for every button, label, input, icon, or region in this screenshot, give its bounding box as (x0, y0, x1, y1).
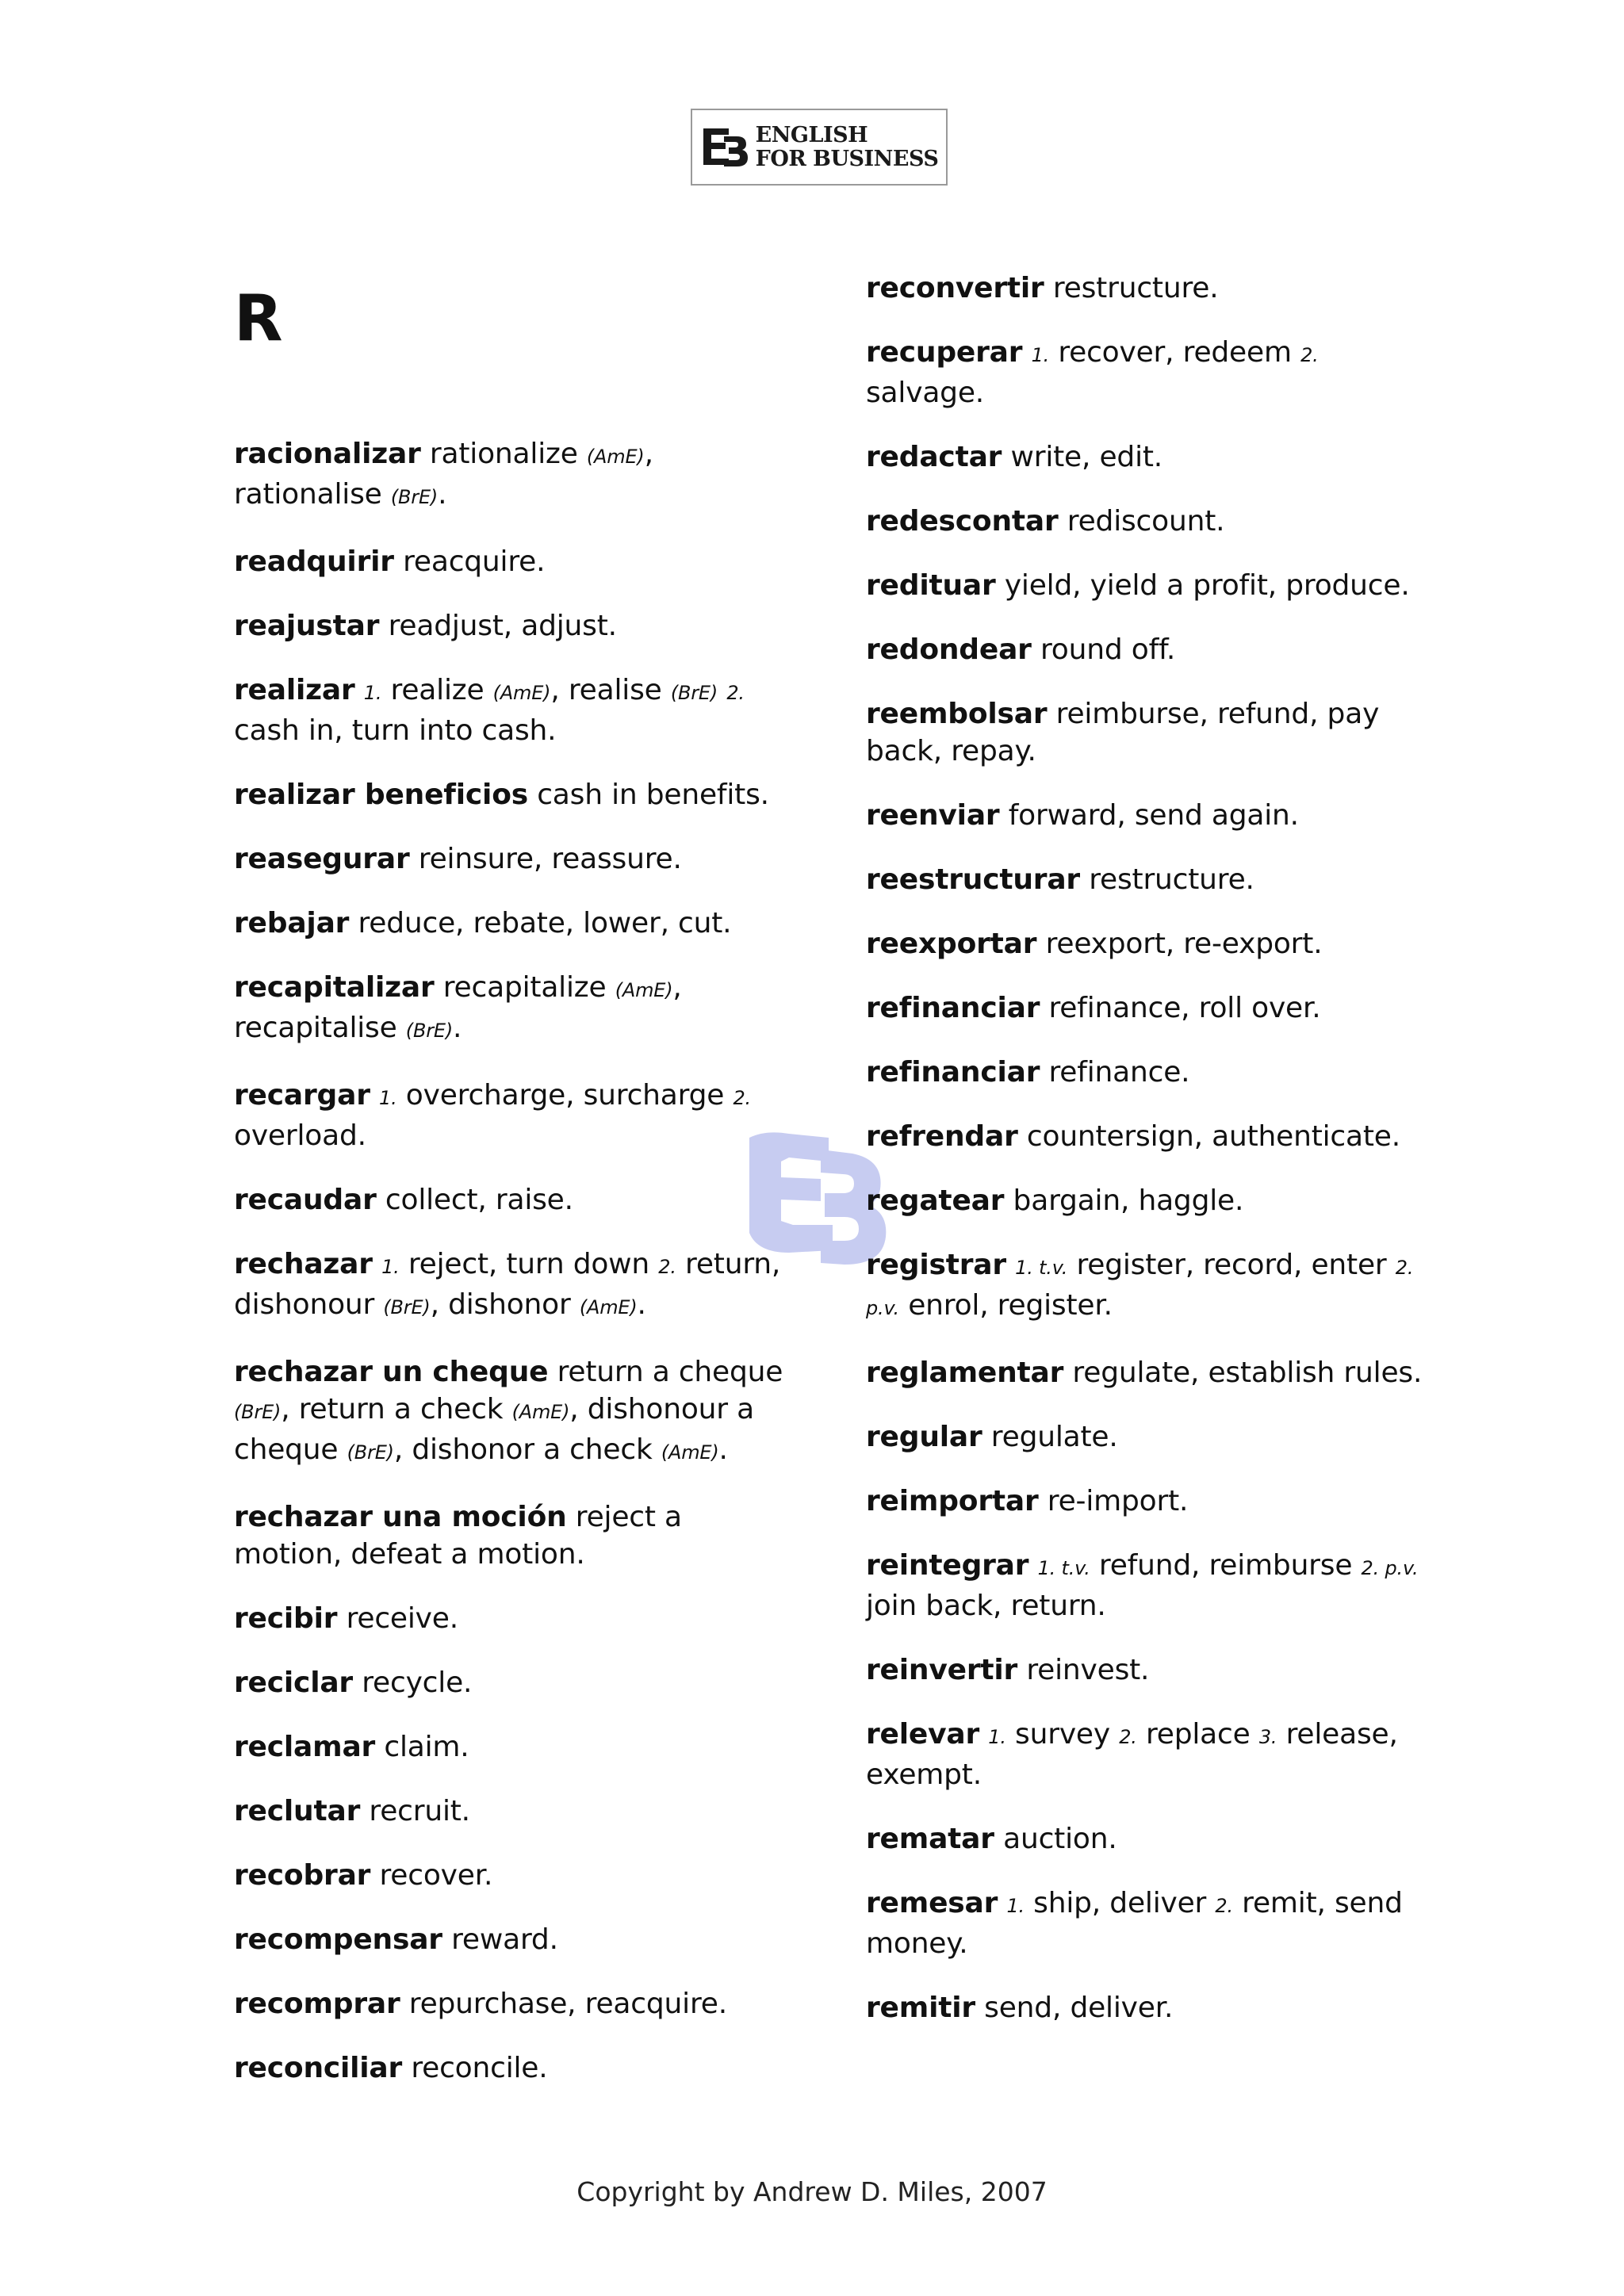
translation-text: salvage. (866, 377, 985, 409)
headword: recapitalizar (234, 971, 435, 1004)
translation-text: claim. (375, 1731, 469, 1763)
headword: relevar (866, 1718, 980, 1751)
sense-number: 2. p.v. (866, 1257, 1414, 1319)
translation-text (1006, 1249, 1015, 1281)
dictionary-entry (866, 695, 1437, 770)
headword: redactar (866, 441, 1002, 473)
dictionary-entry (234, 1985, 789, 2022)
sense-number: 3. (1258, 1726, 1277, 1748)
headword: realizar (234, 674, 355, 706)
dictionary-entry (234, 1077, 789, 1154)
translation-text: cash in, turn into cash. (234, 714, 557, 747)
headword: reintegrar (866, 1549, 1029, 1582)
translation-text: rationalize (420, 438, 587, 470)
headword: readquirir (234, 545, 394, 578)
variant-tag: (BrE) (390, 486, 439, 508)
translation-text: re-import. (1038, 1485, 1189, 1517)
translation-text: countersign, authenticate. (1017, 1120, 1400, 1153)
dictionary-entry (866, 1418, 1437, 1456)
translation-text: write, edit. (1002, 441, 1163, 473)
dictionary-entry (866, 1989, 1437, 2026)
dictionary-entry (866, 631, 1437, 668)
dictionary-entry (234, 1353, 789, 1471)
variant-tag: (AmE) (615, 979, 673, 1001)
translation-text: , realise (550, 674, 671, 706)
translation-text (979, 1718, 988, 1751)
translation-text: cash in benefits. (527, 779, 769, 811)
translation-text (718, 674, 726, 706)
variant-tag: (BrE) (383, 1296, 431, 1318)
translation-text: regulate, establish rules. (1063, 1357, 1423, 1389)
translation-text: , return a check (281, 1393, 512, 1425)
translation-text: repurchase, reacquire. (400, 1988, 727, 2020)
dictionary-entry (234, 1664, 789, 1701)
dictionary-entry (866, 1651, 1437, 1689)
translation-text: . (718, 1433, 728, 1466)
translation-text: recapitalize (434, 971, 615, 1004)
translation-text: forward, send again. (999, 799, 1299, 832)
dictionary-entry (866, 797, 1437, 834)
dictionary-entry (866, 438, 1437, 476)
logo (691, 109, 948, 186)
translation-text: , dishonour a cheque (234, 1393, 754, 1466)
translation-text: . (453, 1012, 462, 1044)
variant-tag: (AmE) (661, 1441, 719, 1464)
translation-text: reimburse, refund, pay back, repay. (866, 698, 1380, 767)
headword: rechazar (234, 1248, 373, 1280)
headword: refinanciar (866, 1056, 1040, 1089)
translation-text: remit, send money. (866, 1887, 1403, 1960)
dictionary-entry (234, 1600, 789, 1637)
translation-text: register, record, enter (1067, 1249, 1396, 1281)
dictionary-entry (866, 1182, 1437, 1219)
translation-text: reinvest. (1017, 1654, 1150, 1686)
dictionary-entry (866, 1483, 1437, 1520)
headword: reenviar (866, 799, 1000, 832)
eb-logo-icon (700, 124, 751, 171)
translation-text: restructure. (1079, 863, 1254, 896)
dictionary-entry (234, 607, 789, 645)
headword: rematar (866, 1823, 994, 1855)
translation-text: receive. (337, 1602, 458, 1635)
sense-number: 1. t.v. (1015, 1257, 1068, 1279)
variant-tag: (AmE) (492, 682, 551, 704)
dictionary-entry (866, 567, 1437, 604)
headword: reconvertir (866, 272, 1044, 304)
headword: rechazar un cheque (234, 1356, 549, 1388)
dictionary-entry (234, 672, 789, 749)
translation-text: refinance. (1040, 1056, 1190, 1089)
dictionary-entry (866, 1354, 1437, 1391)
sense-number: 2. (1300, 344, 1319, 366)
sense-number: 2. (726, 682, 745, 704)
dictionary-entry (866, 1885, 1437, 1962)
headword: refinanciar (866, 992, 1040, 1024)
translation-text: overload. (234, 1119, 366, 1152)
translation-text: , dishonor a check (393, 1433, 661, 1466)
translation-text: , recapitalise (234, 971, 682, 1044)
headword: reestructurar (866, 863, 1080, 896)
sense-number: 2. (658, 1256, 676, 1278)
translation-text: realize (381, 674, 493, 706)
dictionary-entry (866, 989, 1437, 1027)
dictionary-entry (234, 1921, 789, 1958)
dictionary-entry (866, 1118, 1437, 1155)
dictionary-entry (234, 1857, 789, 1894)
headword: reembolsar (866, 698, 1048, 730)
translation-text: send, deliver. (975, 1992, 1174, 2024)
translation-text: ship, deliver (1024, 1887, 1216, 1919)
sense-number: 1. (381, 1256, 400, 1278)
headword: redescontar (866, 505, 1059, 538)
copyright-footer: Copyright by Andrew D. Miles, 2007 (576, 2176, 1048, 2207)
dictionary-entry (866, 1716, 1437, 1793)
translation-text: recover, redeem (1049, 336, 1301, 369)
dictionary-entry (234, 969, 789, 1050)
headword: racionalizar (234, 438, 421, 470)
headword: reclutar (234, 1795, 361, 1827)
headword: reciclar (234, 1667, 353, 1699)
headword: realizar beneficios (234, 779, 528, 811)
translation-text: reconcile. (402, 2052, 548, 2084)
translation-text: replace (1136, 1718, 1259, 1751)
dictionary-entry (234, 2049, 789, 2087)
headword: recomprar (234, 1988, 400, 2020)
dictionary-entry (234, 776, 789, 813)
translation-text: reexport, re-export. (1036, 928, 1323, 960)
sense-number: 1. t.v. (1037, 1557, 1090, 1579)
headword: redituar (866, 569, 996, 602)
translation-text: yield, yield a profit, produce. (995, 569, 1410, 602)
translation-text: reward. (442, 1923, 558, 1956)
headword: reclamar (234, 1731, 376, 1763)
dictionary-entry (866, 1820, 1437, 1858)
translation-text: refinance, roll over. (1040, 992, 1321, 1024)
translation-text: restructure. (1044, 272, 1219, 304)
translation-text: enrol, register. (898, 1289, 1113, 1322)
headword: redondear (866, 633, 1032, 666)
headword: rechazar una moción (234, 1501, 567, 1533)
translation-text: bargain, haggle. (1004, 1184, 1244, 1217)
headword: reimportar (866, 1485, 1039, 1517)
sense-number: 1. (1031, 344, 1050, 366)
sense-number: 1. (988, 1726, 1006, 1748)
dictionary-entry (866, 270, 1437, 307)
translation-text: recycle. (352, 1667, 473, 1699)
translation-text (355, 674, 364, 706)
variant-tag: (AmE) (586, 446, 645, 468)
variant-tag: (BrE) (670, 682, 718, 704)
translation-text: return, dishonour (234, 1248, 781, 1321)
headword: recargar (234, 1079, 370, 1112)
dictionary-entry (234, 435, 789, 516)
dictionary-entry (234, 1498, 789, 1573)
headword: reajustar (234, 610, 380, 642)
translation-text (373, 1248, 381, 1280)
translation-text: join back, return. (866, 1590, 1106, 1622)
translation-text: survey (1005, 1718, 1120, 1751)
variant-tag: (AmE) (511, 1401, 570, 1423)
sense-number: 1. (1006, 1895, 1025, 1917)
headword: reconciliar (234, 2052, 403, 2084)
variant-tag: (BrE) (347, 1441, 394, 1464)
headword: reexportar (866, 928, 1037, 960)
variant-tag: (AmE) (579, 1296, 638, 1318)
logo-line1: ENGLISH (755, 122, 868, 147)
variant-tag: (BrE) (234, 1401, 282, 1423)
translation-text (1022, 336, 1031, 369)
translation-text: release, exempt. (866, 1718, 1398, 1791)
headword: recaudar (234, 1184, 377, 1216)
headword: remesar (866, 1887, 998, 1919)
headword: regular (866, 1421, 982, 1453)
dictionary-entry (866, 925, 1437, 962)
translation-text: reject, turn down (399, 1248, 659, 1280)
dictionary-entry (234, 840, 789, 878)
dictionary-entry (234, 905, 789, 942)
headword: remitir (866, 1992, 975, 2024)
dictionary-entry (866, 334, 1437, 411)
translation-text: , rationalise (234, 438, 653, 511)
translation-text: regulate. (982, 1421, 1118, 1453)
headword: reasegurar (234, 843, 410, 875)
translation-text: . (637, 1288, 646, 1321)
dictionary-entry (866, 1547, 1437, 1624)
translation-text (370, 1079, 379, 1112)
translation-text: readjust, adjust. (379, 610, 617, 642)
translation-text: reduce, rebate, lower, cut. (349, 907, 732, 939)
headword: reinvertir (866, 1654, 1018, 1686)
sense-number: 2. (1119, 1726, 1137, 1748)
dictionary-entry (866, 1246, 1437, 1327)
headword: recobrar (234, 1859, 371, 1892)
translation-text: recover. (370, 1859, 493, 1892)
dictionary-entry (866, 861, 1437, 898)
translation-text: overcharge, surcharge (396, 1079, 733, 1112)
headword: reglamentar (866, 1357, 1064, 1389)
logo-line2: FOR BUSINESS (755, 146, 939, 171)
sense-number: 1. (363, 682, 382, 704)
right-column (866, 270, 1437, 2053)
translation-text: . (438, 478, 447, 511)
headword: recompensar (234, 1923, 442, 1956)
dictionary-entry (234, 1181, 789, 1219)
sense-number: 2. p.v. (1361, 1557, 1419, 1579)
translation-text: reacquire. (393, 545, 546, 578)
translation-text: refund, reimburse (1090, 1549, 1362, 1582)
sense-number: 1. (379, 1087, 397, 1109)
dictionary-entry (234, 1246, 789, 1326)
translation-text: return a cheque (548, 1356, 783, 1388)
translation-text (1028, 1549, 1037, 1582)
headword: recuperar (866, 336, 1023, 369)
translation-text: reject a motion, defeat a motion. (234, 1501, 682, 1571)
left-column (234, 435, 789, 2114)
headword: regatear (866, 1184, 1005, 1217)
translation-text: round off. (1031, 633, 1176, 666)
translation-text: rediscount. (1058, 505, 1225, 538)
translation-text: collect, raise. (376, 1184, 573, 1216)
headword: registrar (866, 1249, 1006, 1281)
translation-text: auction. (994, 1823, 1117, 1855)
section-letter: R (234, 281, 283, 355)
variant-tag: (BrE) (405, 1020, 454, 1042)
dictionary-entry (234, 543, 789, 580)
translation-text: , dishonor (430, 1288, 580, 1321)
dictionary-entry (866, 1054, 1437, 1091)
dictionary-entry (234, 1728, 789, 1766)
dictionary-entry (234, 1793, 789, 1830)
sense-number: 2. (1215, 1895, 1233, 1917)
translation-text: recruit. (360, 1795, 470, 1827)
dictionary-entry (866, 503, 1437, 540)
translation-text (998, 1887, 1006, 1919)
headword: rebajar (234, 907, 350, 939)
sense-number: 2. (733, 1087, 751, 1109)
headword: recibir (234, 1602, 338, 1635)
translation-text: reinsure, reassure. (409, 843, 682, 875)
headword: refrendar (866, 1120, 1018, 1153)
